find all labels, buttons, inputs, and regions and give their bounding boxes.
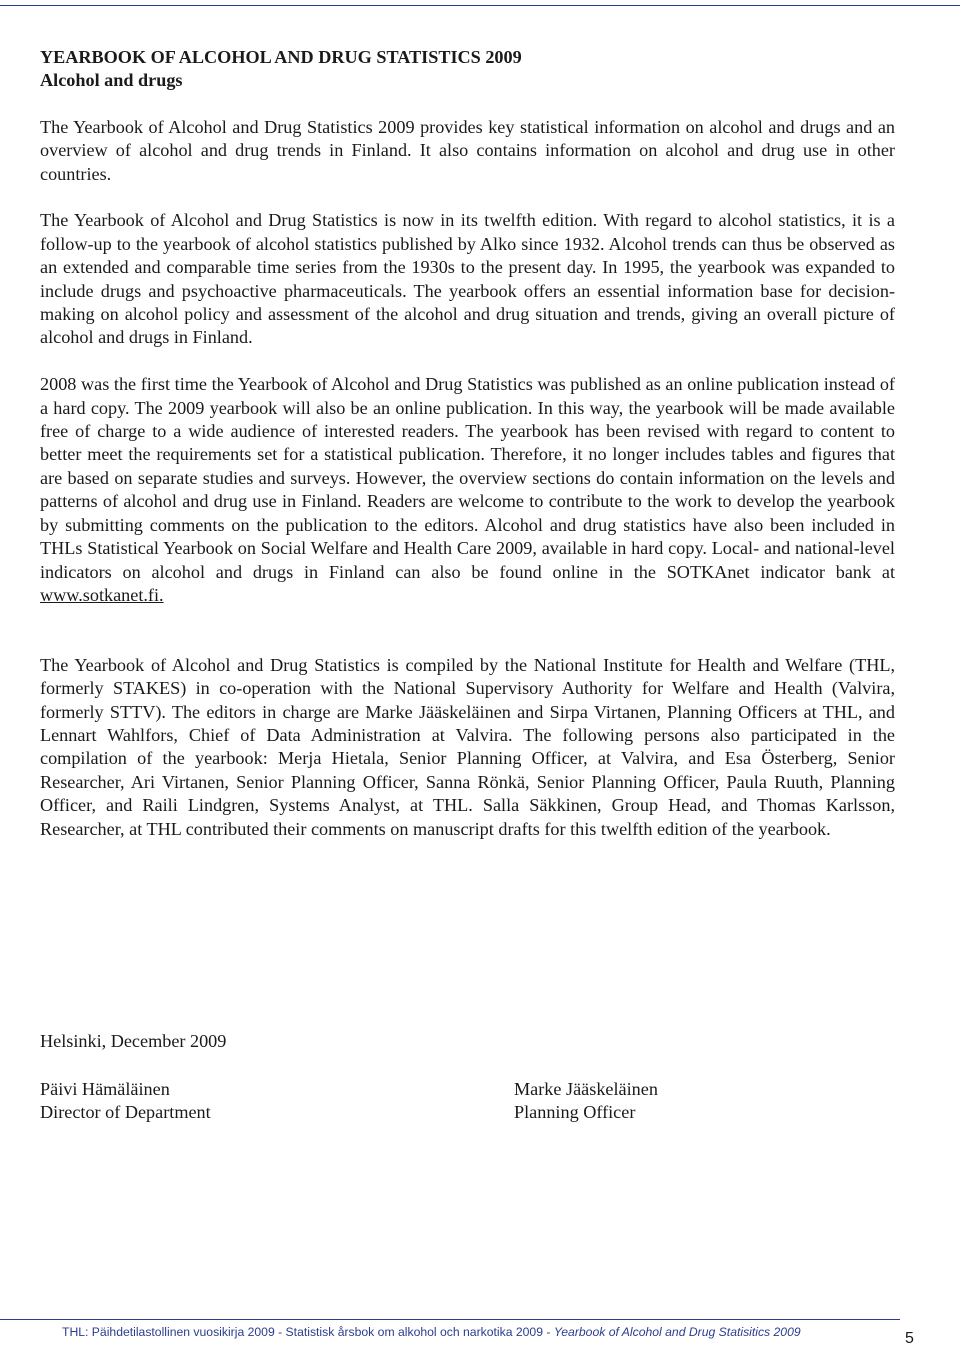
footer-text [62,1325,801,1339]
signature-block-left [40,1078,211,1125]
footer-text-main: THL: Päihdetilastollinen vuosikirja 2009 - Statistisk årsbok om alkohol och narkotika 2009 - [62,1325,554,1339]
paragraph-online-text: 2008 was the first time the Yearbook of Alcohol and Drug Statistics was published as an online publication instead of a hard copy. The 2009 yearbook will also be an online publication. In this way, the yearbook will be made available free of charge to a wide audience of interested readers. The yearbook has been revised with regard to content to better meet the requirements set for a statistical publication. Therefore, it no longer includes tables and figures that are based on separate studies and surveys. However, the overview sections do contain information on the levels and patterns of alcohol and drug use in Finland. Readers are welcome to contribute to the work to develop the yearbook by submitting comments on the publication to the editors. Alcohol and drug statistics have also been included in THLs Statistical Yearbook on Social Welfare and Health Care 2009, available in hard copy. Local- and national-level indicators on alcohol and drugs in Finland can also be found online in the SOTKAnet indicator bank at [40,374,895,582]
footer-text-italic: Yearbook of Alcohol and Drug Statisitics 2009 [553,1325,801,1339]
document-body [40,46,895,841]
paragraph-credits: The Yearbook of Alcohol and Drug Statistics is compiled by the National Institute for Health and Welfare (THL, formerly STAKES) in co-operation with the National Supervisory Authority for Welfare and Health (Valvira, formerly STTV). The editors in charge are Marke Jääskeläinen and Sirpa Virtanen, Planning Officers at THL, and Lennart Wahlfors, Chief of Data Administration at Valvira. The following persons also participated in the compilation of the yearbook: Merja Hietala, Senior Planning Officer, at Valvira, and Esa Österberg, Senior Researcher, Ari Virtanen, Senior Planning Officer, Sanna Rönkä, Senior Planning Officer, Paula Ruuth, Planning Officer, and Raili Lindgren, Systems Analyst, at THL. Salla Säkkinen, Group Head, and Thomas Karlsson, Researcher, at THL contributed their comments on manuscript drafts for this twelfth edition of the yearbook. [40,654,895,839]
page-number: 5 [905,1330,914,1347]
signatory-role: Director of Department [40,1102,211,1123]
section-spacer [40,631,895,654]
signatory-name: Päivi Hämäläinen [40,1079,170,1099]
page-title: YEARBOOK OF ALCOHOL AND DRUG STATISTICS 2009 [40,47,522,67]
signatory-role: Planning Officer [514,1102,636,1123]
paragraph-online [40,373,895,607]
paragraph-history: The Yearbook of Alcohol and Drug Statistics is now in its twelfth edition. With regard to alcohol statistics, it is a follow-up to the yearbook of alcohol statistics published by Alko since 1932. Alcohol trends can thus be observed as an extended and comparable time series from the 1930s to the present day. In 1995, the yearbook was expanded to include drugs and psychoactive pharmaceuticals. The yearbook offers an essential information base for decision-making on alcohol policy and assessment of the alcohol and drug situation and trends, giving an overall picture of alcohol and drugs in Finland. [40,210,895,348]
page-subtitle: Alcohol and drugs [40,70,183,91]
top-rule [0,5,960,6]
sotkanet-link[interactable]: www.sotkanet.fi. [40,584,164,605]
footer-rule [0,1319,900,1320]
signature-block-right [514,1078,658,1125]
signatory-name: Marke Jääskeläinen [514,1079,658,1099]
paragraph-intro: The Yearbook of Alcohol and Drug Statistics 2009 provides key statistical information on alcohol and drugs and an overview of alcohol and drug trends in Finland. It also contains information on alcohol and drug use in other countries. [40,116,895,184]
place-date: Helsinki, December 2009 [40,1031,227,1051]
